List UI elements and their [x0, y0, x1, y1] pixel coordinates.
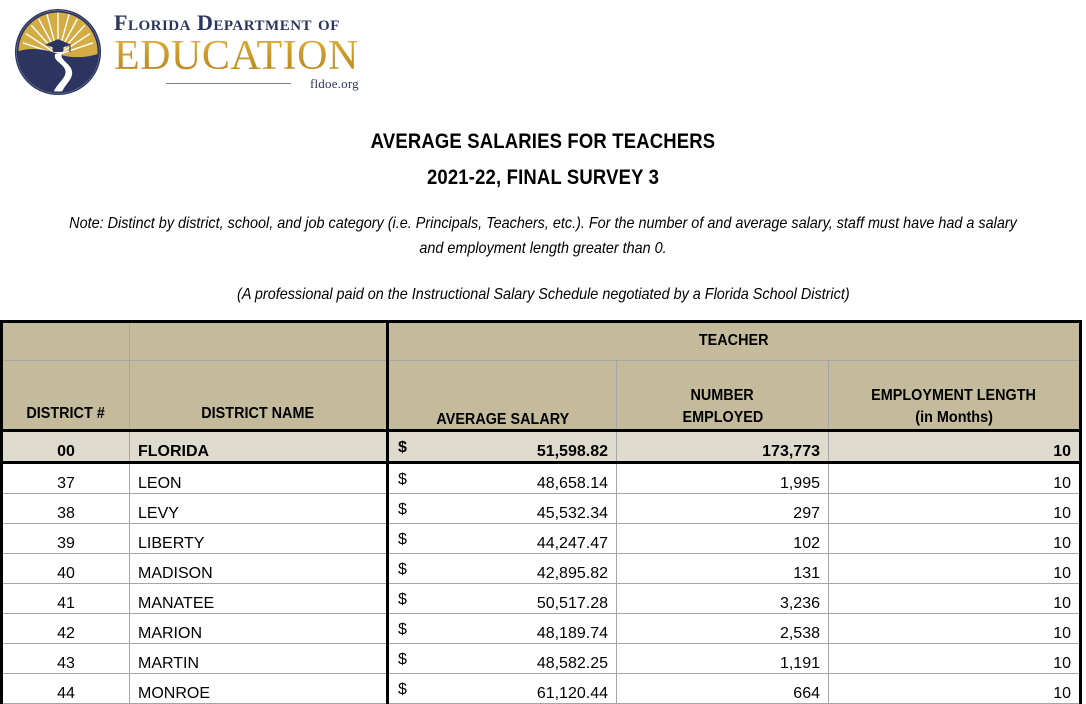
table-header-row	[2, 360, 1081, 430]
currency-symbol: $	[398, 590, 407, 608]
cell-employment-length: 10	[829, 523, 1081, 553]
cell-district-name: FLORIDA	[130, 430, 388, 462]
cell-number-employed: 297	[617, 493, 829, 523]
definition-text-inner: (A professional paid on the Instructional Salary Schedule negotiated by a Florida School District)	[236, 285, 850, 303]
currency-symbol: $	[398, 500, 407, 518]
header-number-employed: NUMBER EMPLOYED	[617, 360, 829, 430]
logo-line-education: EDUCATION	[114, 33, 359, 79]
cell-district-number: 37	[2, 462, 130, 493]
cell-district-name: MONROE	[130, 673, 388, 703]
table-row[interactable]	[2, 673, 1081, 703]
cell-number-employed: 173,773	[617, 430, 829, 462]
cell-district-name: MADISON	[130, 553, 388, 583]
fldoe-logo	[12, 6, 359, 98]
logo-line-florida-department-of: Florida Department of	[114, 10, 340, 35]
cell-average-salary: $ 61,120.44	[388, 673, 617, 703]
currency-symbol: $	[398, 530, 407, 548]
cell-district-name: LEON	[130, 462, 388, 493]
logo-divider	[166, 83, 291, 84]
logo-url: fldoe.org	[309, 75, 359, 91]
cell-average-salary: $ 48,582.25	[388, 643, 617, 673]
page-title: AVERAGE SALARIES FOR TEACHERS	[370, 130, 716, 153]
cell-district-name: LEVY	[130, 493, 388, 523]
cell-employment-length: 10	[829, 643, 1081, 673]
cell-district-name: MARION	[130, 613, 388, 643]
cell-district-number: 39	[2, 523, 130, 553]
fldoe-seal-icon	[12, 6, 104, 98]
cell-district-number: 38	[2, 493, 130, 523]
note-text	[13, 212, 1073, 262]
header-teacher-group: TEACHER	[388, 321, 1081, 360]
cell-district-number: 00	[2, 430, 130, 462]
cell-average-salary: $ 42,895.82	[388, 553, 617, 583]
cell-employment-length: 10	[829, 583, 1081, 613]
currency-symbol: $	[398, 680, 407, 698]
cell-district-number: 40	[2, 553, 130, 583]
logo-wordmark	[114, 6, 359, 92]
table-body	[2, 430, 1081, 703]
currency-symbol: $	[398, 438, 407, 456]
table-head	[2, 321, 1081, 430]
table-row[interactable]	[2, 493, 1081, 523]
cell-average-salary: $ 44,247.47	[388, 523, 617, 553]
table-row[interactable]	[2, 613, 1081, 643]
header-employment-length: EMPLOYMENT LENGTH (in Months)	[829, 360, 1081, 430]
cell-number-employed: 1,995	[617, 462, 829, 493]
header-corner-district-name	[130, 321, 388, 360]
currency-symbol: $	[398, 470, 407, 488]
logo-band	[0, 0, 1086, 110]
currency-symbol: $	[398, 650, 407, 668]
table-row[interactable]	[2, 643, 1081, 673]
header-average-salary: AVERAGE SALARY	[388, 360, 617, 430]
cell-employment-length: 10	[829, 493, 1081, 523]
cell-district-name: MARTIN	[130, 643, 388, 673]
table-row[interactable]	[2, 523, 1081, 553]
cell-district-number: 44	[2, 673, 130, 703]
cell-average-salary: $ 45,532.34	[388, 493, 617, 523]
page-subtitle: 2021-22, FINAL SURVEY 3	[426, 166, 660, 189]
cell-number-employed: 131	[617, 553, 829, 583]
cell-employment-length: 10	[829, 613, 1081, 643]
cell-district-number: 42	[2, 613, 130, 643]
cell-number-employed: 1,191	[617, 643, 829, 673]
cell-district-number: 41	[2, 583, 130, 613]
cell-district-number: 43	[2, 643, 130, 673]
cell-employment-length: 10	[829, 673, 1081, 703]
cell-district-name: MANATEE	[130, 583, 388, 613]
salary-table	[0, 320, 1082, 704]
table-row[interactable]	[2, 583, 1081, 613]
logo-url-row	[114, 76, 359, 92]
header-corner-district-number	[2, 321, 130, 360]
currency-symbol: $	[398, 620, 407, 638]
definition-text	[0, 286, 1086, 304]
cell-average-salary: $ 50,517.28	[388, 583, 617, 613]
currency-symbol: $	[398, 560, 407, 578]
table-row[interactable]	[2, 462, 1081, 493]
cell-employment-length: 10	[829, 430, 1081, 462]
cell-number-employed: 2,538	[617, 613, 829, 643]
cell-number-employed: 102	[617, 523, 829, 553]
table-header-group-row	[2, 321, 1081, 360]
cell-average-salary: $ 48,658.14	[388, 462, 617, 493]
table-row[interactable]	[2, 430, 1081, 462]
document-titles	[0, 130, 1086, 190]
cell-average-salary: $ 48,189.74	[388, 613, 617, 643]
cell-employment-length: 10	[829, 462, 1081, 493]
cell-average-salary: $ 51,598.82	[388, 430, 617, 462]
table-row[interactable]	[2, 553, 1081, 583]
header-district-number: DISTRICT #	[2, 360, 130, 430]
cell-number-employed: 664	[617, 673, 829, 703]
note-text-inner: Note: Distinct by district, school, and job category (i.e. Principals, Teachers, etc.). For the number of and average salary, staff must have had a salary and employment length greater than 0.	[69, 215, 1017, 257]
cell-number-employed: 3,236	[617, 583, 829, 613]
header-district-name: DISTRICT NAME	[130, 360, 388, 430]
cell-employment-length: 10	[829, 553, 1081, 583]
cell-district-name: LIBERTY	[130, 523, 388, 553]
salary-table-container	[0, 320, 1086, 704]
